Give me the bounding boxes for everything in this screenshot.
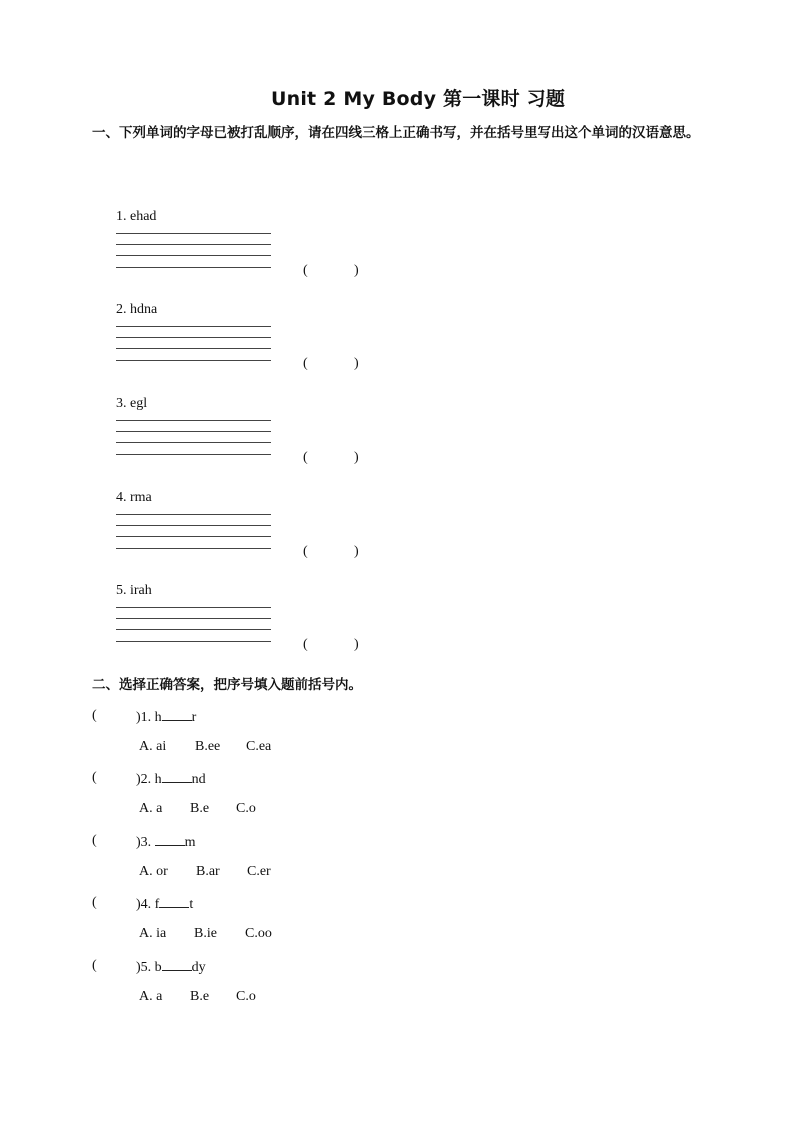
scramble-word: 5. irah [116,583,152,598]
grid-line [116,348,271,349]
scramble-item [0,209,794,299]
option-a: A. a [139,801,163,816]
question-stem [136,833,196,851]
scramble-item [0,302,794,392]
scramble-word: 3. egl [116,396,148,411]
stem-suffix: m [184,835,196,850]
choice-question [0,958,794,1020]
grid-line [116,255,271,256]
option-b: B.e [190,989,210,1004]
stem-suffix: nd [191,772,206,787]
grid-line [116,548,271,549]
stem-suffix: t [189,897,194,912]
meaning-paren-open: ( [303,637,308,652]
letter-blank [159,895,189,908]
meaning-paren-open: ( [303,450,308,465]
grid-line [116,326,271,327]
stem-prefix: )3. [136,835,155,850]
four-line-grid[interactable] [116,514,271,554]
answer-paren[interactable]: ( [92,770,97,785]
stem-suffix: dy [191,960,206,975]
section2-heading: 二、选择正确答案，把序号填入题前括号内。 [92,677,362,693]
option-a: A. ai [139,739,167,754]
stem-prefix: )5. b [136,960,162,975]
stem-prefix: )4. f [136,897,160,912]
stem-suffix: r [191,710,197,725]
question-stem [136,770,206,788]
letter-blank [155,833,185,846]
question-stem [136,958,206,976]
option-b: B.ar [196,864,220,879]
scramble-word: 4. rma [116,490,152,505]
meaning-paren-open: ( [303,263,308,278]
grid-line [116,629,271,630]
four-line-grid[interactable] [116,607,271,647]
section1-heading: 一、下列单词的字母已被打乱顺序，请在四线三格上正确书写，并在括号里写出这个单词的汉语意思。 [92,125,700,141]
stem-prefix: )1. h [136,710,162,725]
grid-line [116,641,271,642]
question-stem [136,708,196,726]
grid-line [116,607,271,608]
grid-line [116,618,271,619]
grid-line [116,431,271,432]
meaning-paren-close: ) [354,263,359,278]
grid-line [116,233,271,234]
grid-line [116,420,271,421]
meaning-paren-close: ) [354,637,359,652]
letter-blank [162,708,192,721]
grid-line [116,337,271,338]
option-b: B.ee [195,739,221,754]
scramble-item [0,583,794,673]
option-c: C.er [247,864,271,879]
grid-line [116,514,271,515]
choice-question [0,708,794,770]
option-c: C.ea [246,739,272,754]
option-c: C.oo [245,926,272,941]
grid-line [116,525,271,526]
letter-blank [162,958,192,971]
meaning-paren-open: ( [303,544,308,559]
meaning-paren-close: ) [354,450,359,465]
option-a: A. or [139,864,168,879]
grid-line [116,360,271,361]
option-b: B.ie [194,926,217,941]
answer-paren[interactable]: ( [92,833,97,848]
option-c: C.o [236,801,256,816]
stem-prefix: )2. h [136,772,162,787]
option-a: A. a [139,989,163,1004]
four-line-grid[interactable] [116,233,271,273]
four-line-grid[interactable] [116,420,271,460]
question-stem [136,895,193,913]
four-line-grid[interactable] [116,326,271,366]
option-c: C.o [236,989,256,1004]
scramble-word: 1. ehad [116,209,157,224]
answer-paren[interactable]: ( [92,895,97,910]
letter-blank [162,770,192,783]
answer-paren[interactable]: ( [92,958,97,973]
scramble-item [0,396,794,486]
scramble-word: 2. hdna [116,302,158,317]
choice-question [0,833,794,895]
grid-line [116,536,271,537]
choice-question [0,895,794,957]
grid-line [116,244,271,245]
grid-line [116,454,271,455]
grid-line [116,442,271,443]
option-b: B.e [190,801,210,816]
meaning-paren-close: ) [354,544,359,559]
option-a: A. ia [139,926,167,941]
answer-paren[interactable]: ( [92,708,97,723]
meaning-paren-open: ( [303,356,308,371]
choice-question [0,770,794,832]
grid-line [116,267,271,268]
scramble-item [0,490,794,580]
page-title: Unit 2 My Body 第一课时 习题 [270,88,566,110]
meaning-paren-close: ) [354,356,359,371]
